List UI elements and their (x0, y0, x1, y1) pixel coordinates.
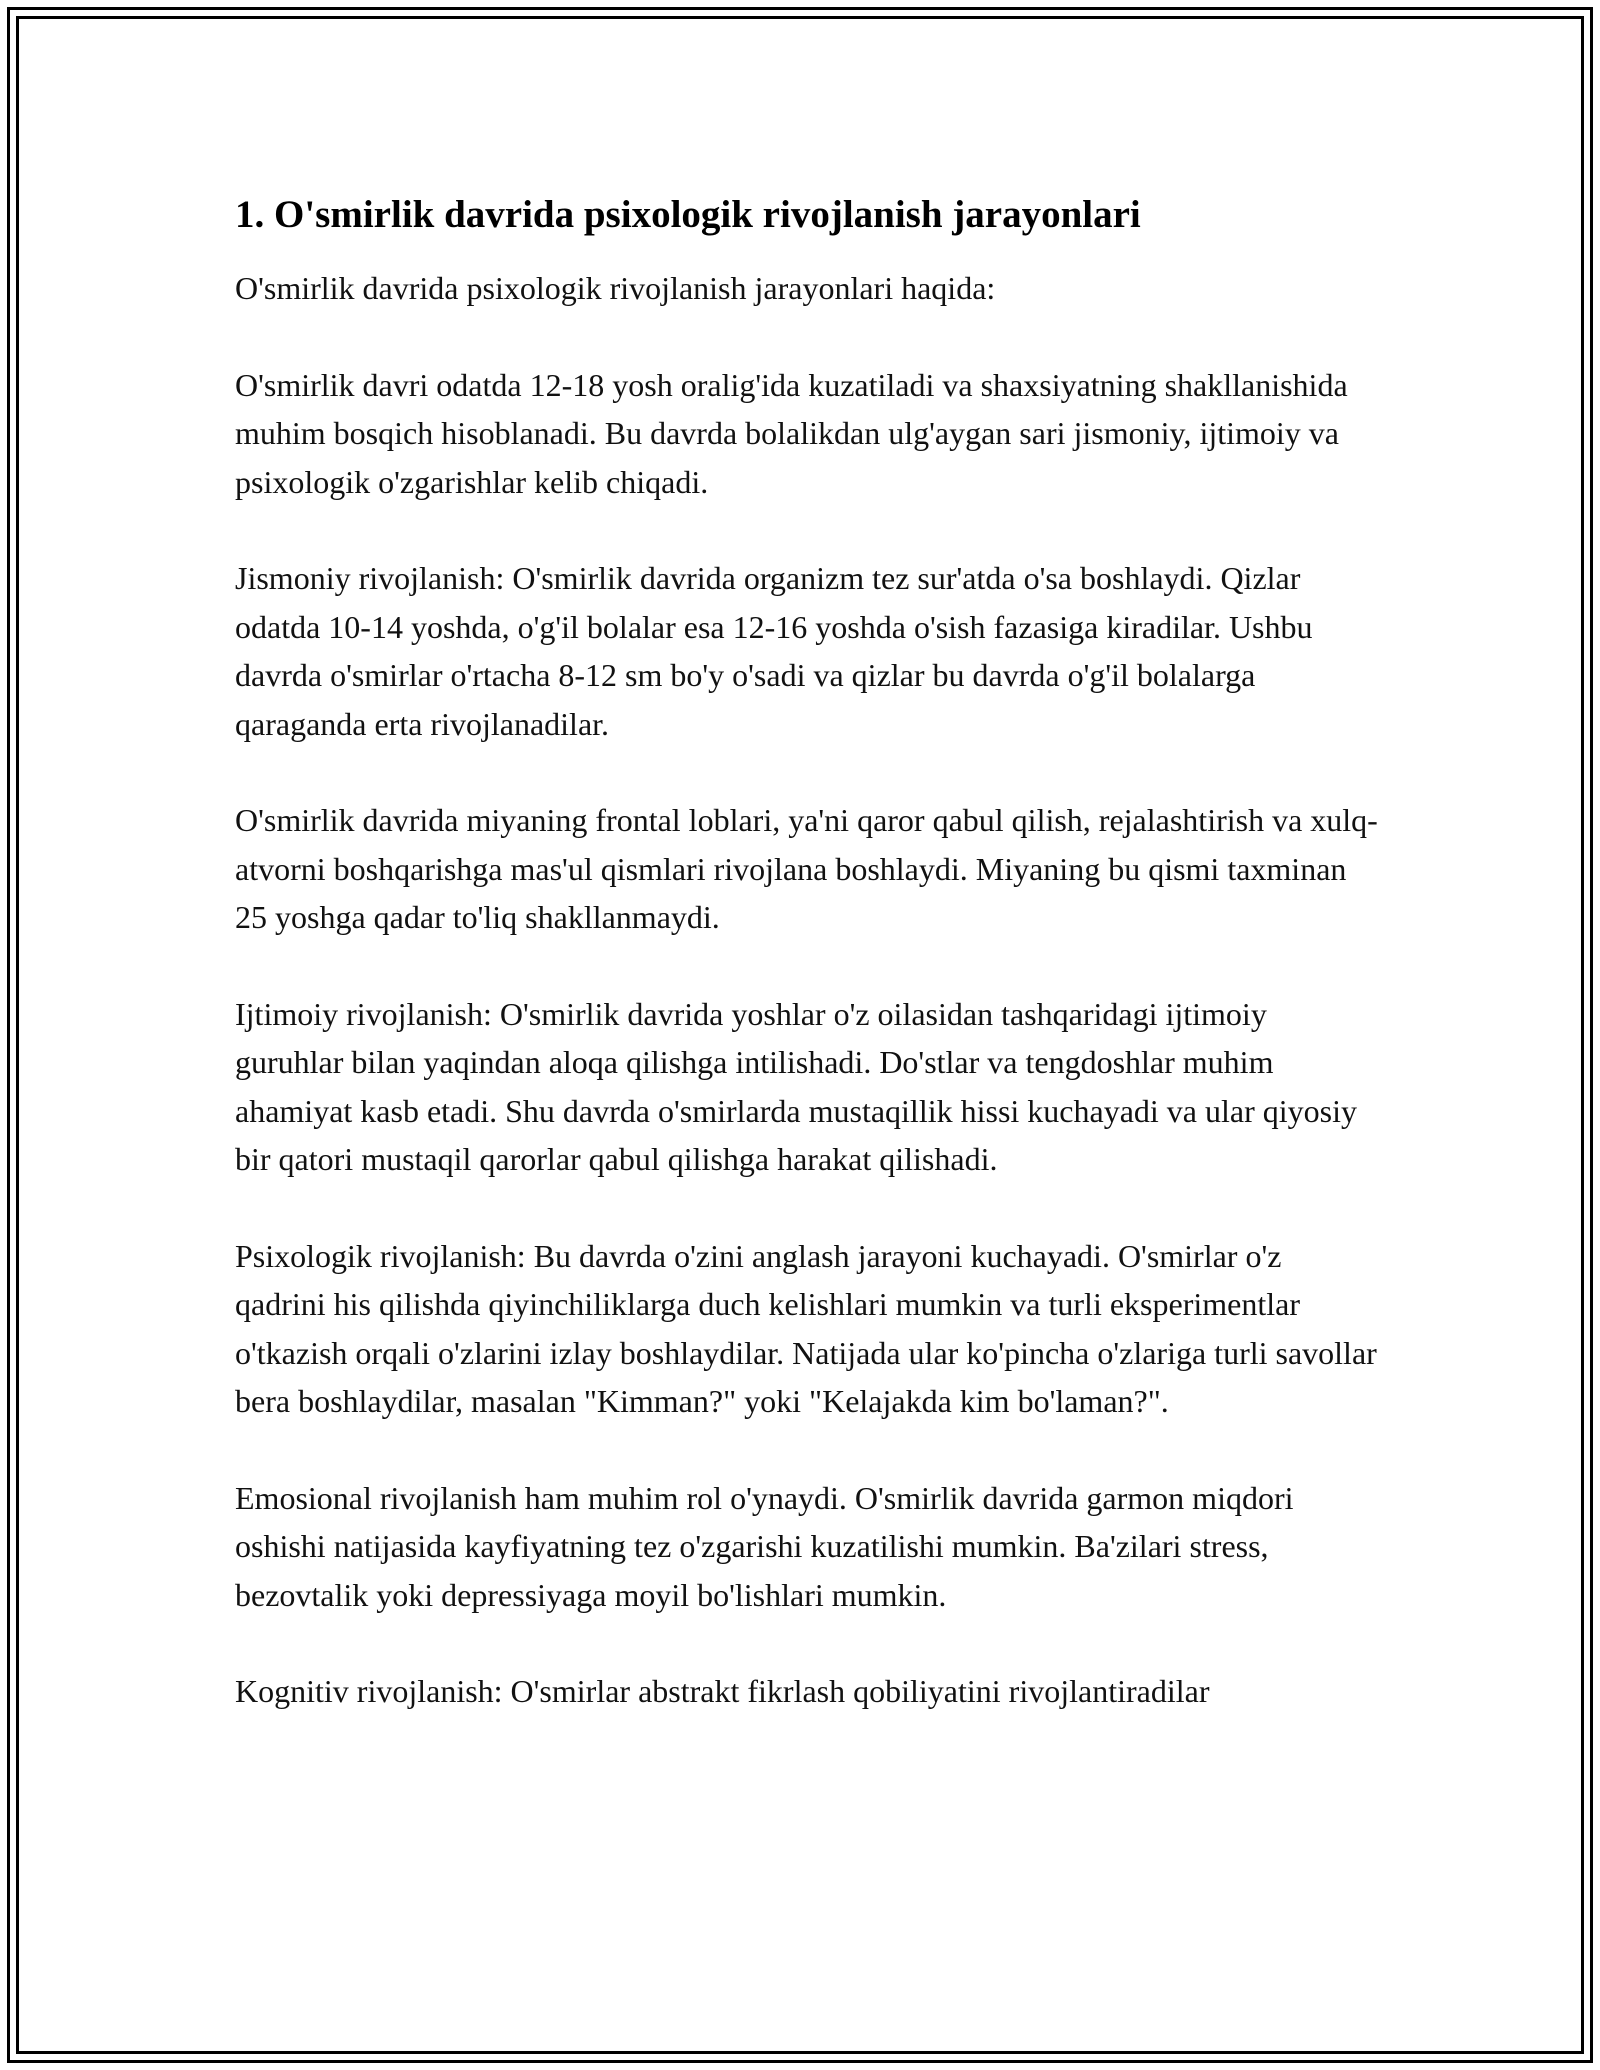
paragraph-intro: O'smirlik davrida psixologik rivojlanish jarayonlari haqida: (235, 270, 996, 306)
paragraph-overview: O'smirlik davri odatda 12-18 yosh oralig'ida kuzatiladi va shaxsiyatning shakllanishida muhim bosqich hisoblanadi. Bu davrda bolalikdan ulg'aygan sari jismoniy, ijtimoiy va psixologik o'zgarishlar kelib chiqadi. (235, 366, 1348, 500)
paragraph-emotional: Emosional rivojlanish ham muhim rol o'ynaydi. O'smirlik davrida garmon miqdori oshishi natijasida kayfiyatning tez o'zgarishi kuzatilishi mumkin. Ba'zilari stress, bezovtalik yoki depressiyaga moyil bo'lishlari mumkin. (235, 1479, 1294, 1613)
section-heading: 1. O'smirlik davrida psixologik rivojlanish jarayonlari (235, 193, 1141, 236)
paragraph-physical: Jismoniy rivojlanish: O'smirlik davrida organizm tez sur'atda o'sa boshlaydi. Qizlar odatda 10-14 yoshda, o'g'il bolalar esa 12-16 yoshda o'sish fazasiga kiradilar. Ushbu davrda o'smirlar o'rtacha 8-12 sm bo'y o'sadi va qizlar bu davrda o'g'il bolalarga qaraganda erta rivojlanadilar. (235, 560, 1313, 742)
paragraph-cognitive: Kognitiv rivojlanish: O'smirlar abstrakt fikrlash qobiliyatini rivojlantiradilar (235, 1673, 1210, 1709)
paragraph-psychological: Psixologik rivojlanish: Bu davrda o'zini anglash jarayoni kuchayadi. O'smirlar o'z qadrini his qilishda qiyinchiliklarga duch kelishlari mumkin va turli eksperimentlar o'tkazish orqali o'zlarini izlay boshlaydilar. Natijada ular ko'pincha o'zlariga turli savollar bera boshlaydilar, masalan "Kimman?" yoki "Kelajakda kim bo'laman?". (235, 1237, 1377, 1419)
document-body (235, 186, 1380, 1716)
paragraph-social: Ijtimoiy rivojlanish: O'smirlik davrida yoshlar o'z oilasidan tashqaridagi ijtimoiy guruhlar bilan yaqindan aloqa qilishga intilishadi. Do'stlar va tengdoshlar muhim ahamiyat kasb etadi. Shu davrda o'smirlarda mustaqillik hissi kuchayadi va ular qiyosiy bir qatori mustaqil qarorlar qabul qilishga harakat qilishadi. (235, 995, 1357, 1177)
paragraph-brain: O'smirlik davrida miyaning frontal loblari, ya'ni qaror qabul qilish, rejalashtirish va xulq-atvorni boshqarishga mas'ul qismlari rivojlana boshlaydi. Miyaning bu qismi taxminan 25 yoshga qadar to'liq shakllanmaydi. (235, 802, 1378, 935)
